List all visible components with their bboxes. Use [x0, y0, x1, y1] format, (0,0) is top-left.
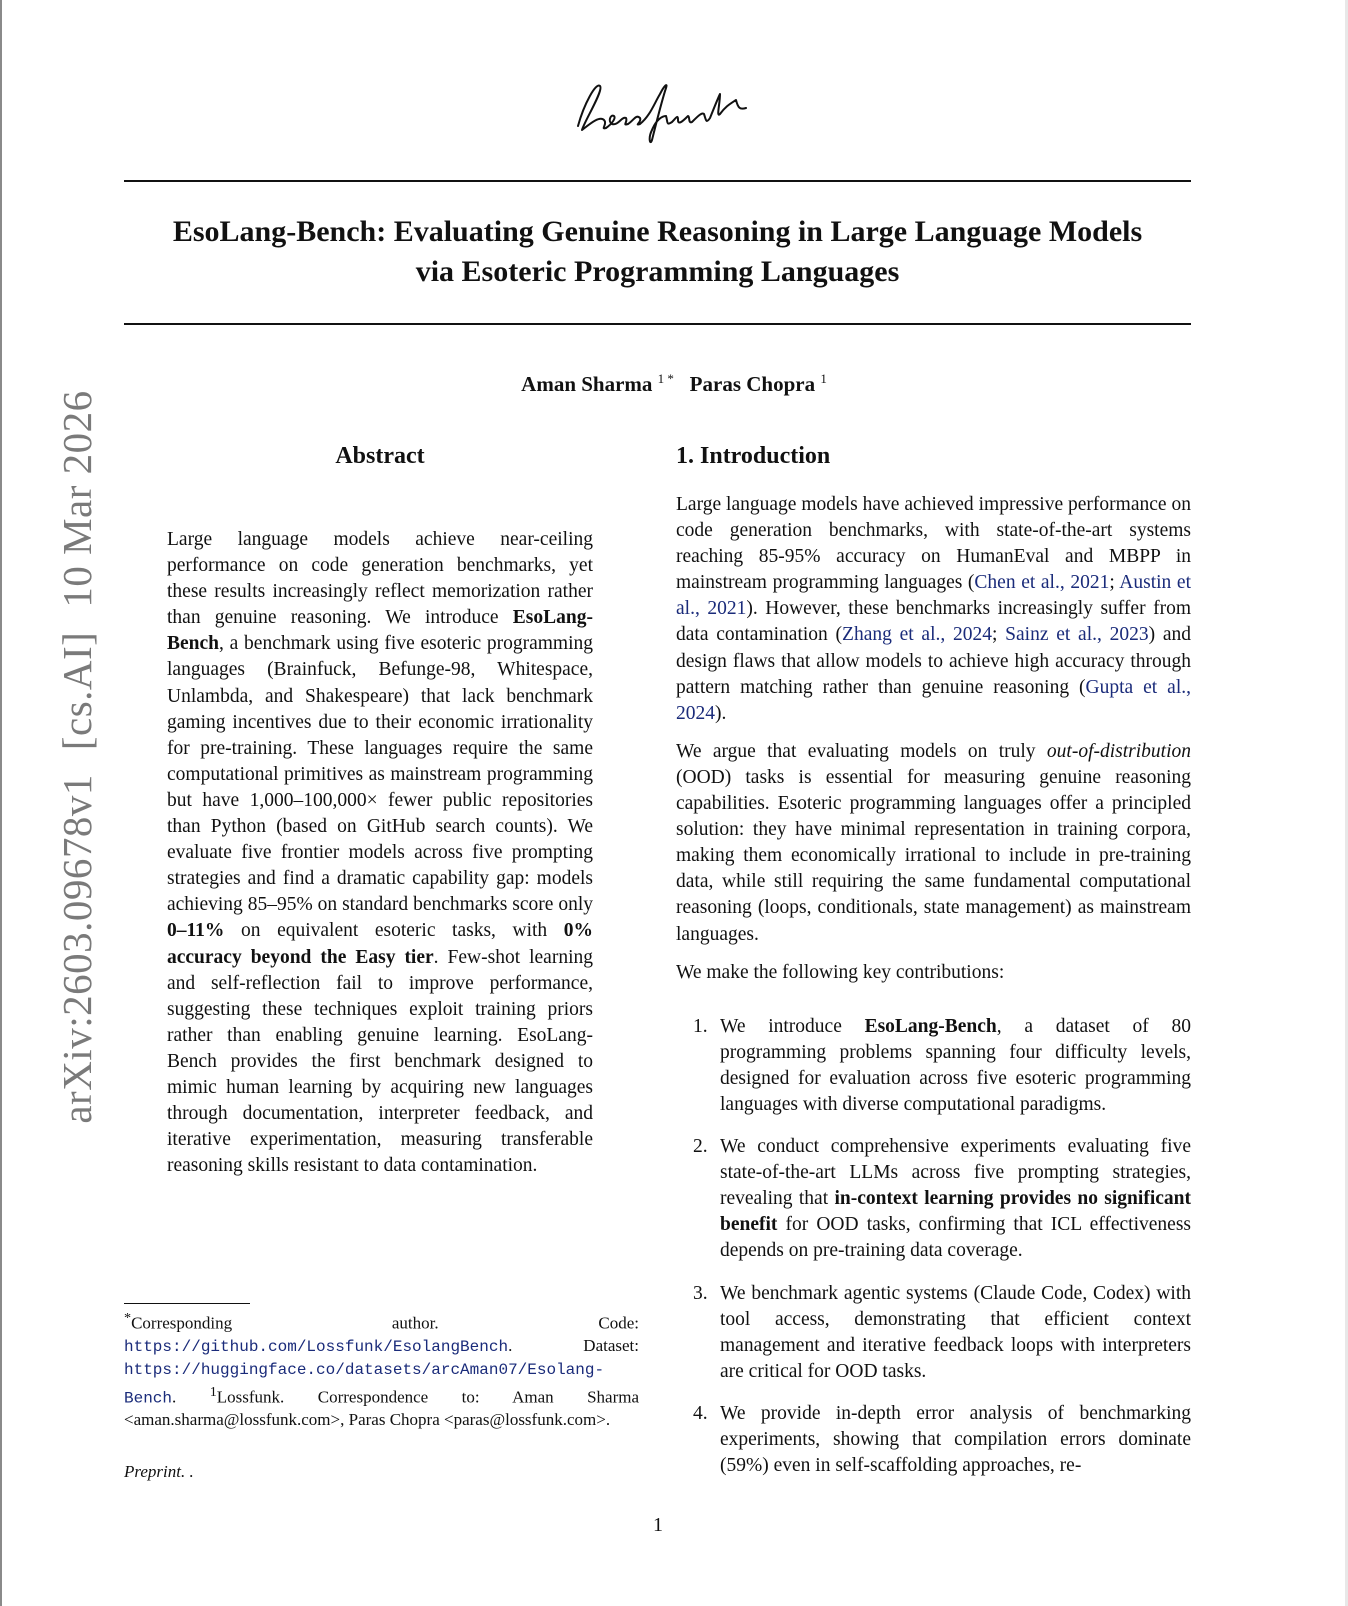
- introduction-heading: 1. Introduction: [676, 443, 831, 469]
- list-item: 4. We provide in-depth error analysis of benchmarking experiments, showing that compilation errors dominate (59%) even in self-scaffolding approaches, re-: [693, 1402, 1191, 1477]
- preprint-note: Preprint. .: [124, 1462, 194, 1481]
- contributions-list: [676, 1014, 1191, 1480]
- code-link[interactable]: https://github.com/Lossfunk/EsolangBench: [124, 1337, 509, 1356]
- footnote: *Corresponding author. Code: https://github.com/Lossfunk/EsolangBench. Dataset: https://huggingface.co/datasets/arcAman07/Esolang-Bench. $^1$Lossfunk. Correspondence to: Aman Sharma <aman.sharma@lossfunk.com>, Paras Chopra <paras@lossfunk.com>.: [124, 1310, 639, 1430]
- citation-link[interactable]: Chen et al., 2021: [974, 572, 1110, 594]
- dataset-link[interactable]: https://huggingface.co/datasets/arcAman07/Esolang-Bench: [124, 1360, 605, 1408]
- arxiv-stamp: [53, 366, 101, 1123]
- arxiv-date: 10 Mar 2026: [54, 390, 100, 608]
- citation-link[interactable]: Austin et al., 2021: [676, 572, 1191, 620]
- title-line-2: via Esoteric Programming Languages: [415, 255, 900, 288]
- introduction-body: [676, 492, 1191, 1495]
- footnote-rule: [124, 1303, 250, 1304]
- citation-link[interactable]: Gupta et al., 2024: [676, 676, 1191, 724]
- citation-link[interactable]: Zhang et al., 2024: [842, 624, 992, 646]
- list-item: 2. We conduct comprehensive experiments evaluating five state-of-the-art LLMs across five prompting strategies, revealing that in-context learning provides no significant benefit for OOD tasks, confirming that ICL effectiveness depends on pre-training data coverage.: [693, 1136, 1191, 1262]
- page-left-edge: [0, 0, 2, 1606]
- paper-title: [124, 212, 1191, 292]
- intro-paragraph-1: Large language models have achieved impressive performance on code generation benchmarks, with state-of-the-art systems reaching 85-95% accuracy on HumanEval and MBPP in mainstream programming languages (Chen et al., 2021; Austin et al., 2021). However, these benchmarks increasingly suffer from data contamination (Zhang et al., 2024; Sainz et al., 2023) and design flaws that allow models to achieve high accuracy through pattern matching rather than genuine reasoning (Gupta et al., 2024).: [676, 494, 1192, 724]
- intro-paragraph-2: We argue that evaluating models on truly out-of-distribution (OOD) tasks is essential for measuring genuine reasoning capabilities. Esoteric programming languages offer a principled solution: they have minimal representation in training corpora, making them economically irrational to include in pre-training data, while still requiring the same fundamental computational reasoning (loops, conditionals, state management) as mainstream languages.: [676, 740, 1191, 945]
- page-number: 1: [653, 1514, 663, 1536]
- citation-link[interactable]: Sainz et al., 2023: [1005, 624, 1149, 646]
- author-affiliation-mark: 1 *: [657, 371, 674, 386]
- author-affiliation-mark: 1: [820, 371, 827, 386]
- title-line-1: EsoLang-Bench: Evaluating Genuine Reasoning in Large Language Models: [172, 215, 1143, 248]
- lossfunk-logo: [570, 64, 750, 144]
- intro-paragraph-3: We make the following key contributions:: [676, 961, 1005, 983]
- arxiv-category: [cs.AI]: [54, 631, 100, 751]
- list-item: 1. We introduce EsoLang-Bench, a dataset of 80 programming problems spanning four difficulty levels, designed for evaluation across five esoteric programming languages with diverse computational paradigms.: [693, 1015, 1192, 1115]
- title-rule-bottom: [124, 323, 1191, 325]
- author-list: [0, 371, 1348, 397]
- author-name: Paras Chopra: [689, 372, 816, 396]
- arxiv-id: arXiv:2603.09678v1: [54, 774, 100, 1124]
- abstract-body: Large language models achieve near-ceiling performance on code generation benchmarks, yet these results increasingly reflect memorization rather than genuine reasoning. We introduce EsoLang-Bench, a benchmark using five esoteric programming languages (Brainfuck, Befunge-98, Whitespace, Unlambda, and Shakespeare) that lack benchmark gaming incentives due to their economic irrationality for pre-training. These languages require the same computational primitives as mainstream programming but have 1,000–100,000× fewer public repositories than Python (based on GitHub search counts). We evaluate five frontier models across five prompting strategies and find a dramatic capability gap: models achieving 85–95% on standard benchmarks score only 0–11% on equivalent esoteric tasks, with 0% accuracy beyond the Easy tier. Few-shot learning and self-reflection fail to improve performance, suggesting these techniques exploit training priors rather than enabling genuine learning. EsoLang-Bench provides the first benchmark designed to mimic human learning by acquiring new languages through documentation, interpreter feedback, and iterative experimentation, measuring transferable reasoning skills resistant to data contamination.: [167, 529, 593, 1177]
- title-rule-top: [124, 180, 1191, 182]
- list-item: 3. We benchmark agentic systems (Claude Code, Codex) with tool access, demonstrating that efficient context management and iterative feedback loops with interpreters are critical for OOD tasks.: [693, 1282, 1191, 1382]
- abstract-heading: Abstract: [335, 443, 425, 469]
- author-name: Aman Sharma: [521, 372, 653, 396]
